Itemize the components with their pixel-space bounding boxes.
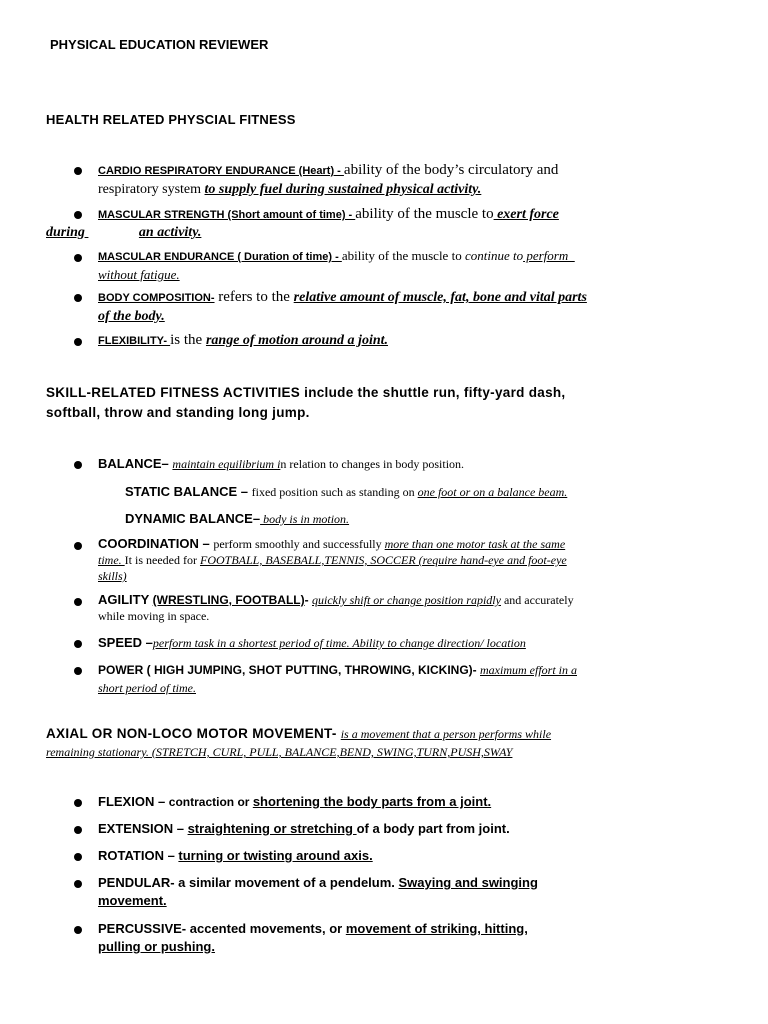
balance-item [98, 455, 738, 473]
pendular-item [98, 874, 738, 910]
bullet-icon [74, 542, 82, 550]
cardio-text-2: respiratory system [98, 182, 205, 197]
percussive-text: accented movements, or [189, 921, 346, 936]
strength-emphasis-2a: during [46, 225, 85, 240]
body-composition-emphasis-2: of the body. [98, 309, 165, 324]
bullet-icon [74, 926, 82, 934]
endurance-italic: continue to [464, 248, 524, 263]
axial-emphasis-2: remaining stationary. (STRETCH, CURL, PULL, BALANCE,BEND, SWING,TURN,PUSH,SWAY [46, 745, 513, 759]
agility-term: AGILITY [98, 592, 153, 607]
cardio-text: ability of the body’s circulatory and [343, 162, 559, 178]
page-title: PHYSICAL EDUCATION REVIEWER [50, 37, 269, 52]
agility-emphasis: quickly shift or change position rapidly [311, 593, 501, 607]
axial-emphasis: is a movement that a person performs while [340, 727, 552, 741]
endurance-emphasis-2: without fatigue. [98, 267, 180, 282]
flexibility-emphasis: range of motion around a joint. [205, 333, 389, 348]
flexion-term: FLEXION – [98, 794, 169, 809]
bullet-icon [74, 461, 82, 469]
rotation-underlined: turning or twisting around axis. [178, 848, 373, 863]
flexion-item [98, 793, 738, 811]
body-composition-item [98, 288, 738, 326]
pendular-underlined-2: movement. [98, 893, 167, 908]
bullet-icon [74, 799, 82, 807]
skill-heading-line1: SKILL-RELATED FITNESS ACTIVITIES include the shuttle run, fifty-yard dash, [46, 385, 566, 400]
agility-text: and accurately [500, 593, 574, 607]
rotation-term: ROTATION – [98, 848, 179, 863]
body-composition-term: BODY COMPOSITION- [98, 292, 215, 304]
pendular-term: PENDULAR- [98, 875, 179, 890]
bullet-icon [74, 294, 82, 302]
extension-underlined: straightening or stretching [187, 821, 357, 836]
balance-emphasis: maintain equilibrium i [172, 457, 281, 471]
coordination-text: perform smoothly and successfully [213, 537, 385, 551]
endurance-emphasis: perform [523, 248, 572, 263]
percussive-underlined: movement of striking, hitting, [345, 921, 528, 936]
strength-text: ability of the muscle to [355, 206, 494, 222]
rotation-item [98, 847, 738, 865]
percussive-term: PERCUSSIVE- [98, 921, 190, 936]
axial-block [46, 725, 746, 761]
cardio-term: CARDIO RESPIRATORY ENDURANCE (Heart) - [98, 165, 344, 177]
power-emphasis-2: short period of time. [98, 681, 196, 695]
bullet-icon [74, 853, 82, 861]
pendular-underlined: Swaying and swinging [398, 875, 538, 890]
flexibility-item [98, 331, 738, 350]
cardio-emphasis: to supply fuel during sustained physical activity. [204, 182, 482, 197]
coordination-emphasis: more than one motor task at the same [384, 537, 566, 551]
endurance-item [98, 247, 738, 284]
bullet-icon [74, 167, 82, 175]
speed-item [98, 634, 738, 652]
bullet-icon [74, 338, 82, 346]
bullet-icon [74, 640, 82, 648]
speed-term: SPEED – [98, 635, 153, 650]
static-balance-text: fixed position such as standing on [251, 485, 418, 499]
cardio-item [98, 161, 738, 199]
axial-heading: AXIAL OR NON-LOCO MOTOR MOVEMENT- [46, 726, 341, 741]
bullet-icon [74, 667, 82, 675]
strength-item-line2 [46, 223, 686, 242]
coordination-item [98, 536, 738, 584]
coordination-emphasis-2: time. [98, 553, 125, 567]
body-composition-text: refers to the [214, 289, 294, 305]
dynamic-balance-emphasis: body is in motion. [260, 512, 350, 526]
agility-text-2: while moving in space. [98, 609, 210, 623]
coordination-sports-2: skills) [98, 569, 127, 583]
dynamic-balance-item [125, 510, 765, 528]
static-balance-term: STATIC BALANCE – [125, 484, 252, 499]
bullet-icon [74, 598, 82, 606]
strength-term: MASCULAR STRENGTH (Short amount of time) - [98, 209, 356, 221]
coordination-text-2: It is needed for [124, 553, 200, 567]
skill-heading-line2: softball, throw and standing long jump. [46, 405, 310, 420]
flexibility-term: FLEXIBILITY- [98, 335, 171, 347]
extension-term: EXTENSION – [98, 821, 188, 836]
bullet-icon [74, 880, 82, 888]
endurance-term: MASCULAR ENDURANCE ( Duration of time) - [98, 251, 342, 263]
strength-item [98, 205, 738, 224]
static-balance-item [125, 483, 765, 501]
flexion-underlined: shortening the body parts from a joint. [252, 794, 492, 809]
endurance-text: ability of the muscle to [341, 248, 465, 263]
percussive-item [98, 920, 738, 956]
static-balance-emphasis: one foot or on a balance beam. [417, 485, 568, 499]
speed-emphasis: perform task in a shortest period of time. Ability to change direction/ location [152, 636, 526, 650]
power-emphasis: maximum effort in a [480, 663, 577, 677]
power-item [98, 661, 738, 697]
agility-sports: (WRESTLING, FOOTBALL) [152, 593, 305, 607]
agility-dash: - [304, 593, 312, 607]
extension-item [98, 820, 738, 838]
dynamic-balance-term: DYNAMIC BALANCE– [125, 511, 261, 526]
coordination-term: COORDINATION – [98, 536, 214, 551]
power-term: POWER ( HIGH JUMPING, SHOT PUTTING, THROWING, KICKING)- [98, 663, 480, 677]
body-composition-emphasis: relative amount of muscle, fat, bone and vital parts [293, 290, 587, 305]
flexibility-text: is the [170, 332, 206, 348]
pendular-text: a similar movement of a pendelum. [178, 875, 399, 890]
flexion-text: contraction or [168, 795, 253, 809]
agility-item [98, 592, 738, 624]
health-heading: HEALTH RELATED PHYSCIAL FITNESS [46, 112, 296, 127]
extension-text: of a body part from joint. [356, 821, 510, 836]
skill-heading [46, 383, 768, 423]
coordination-sports: FOOTBALL, BASEBALL,TENNIS, SOCCER (require hand-eye and foot-eye [199, 553, 567, 567]
bullet-icon [74, 211, 82, 219]
balance-text: n relation to changes in body position. [280, 457, 465, 471]
balance-term: BALANCE– [98, 456, 173, 471]
bullet-icon [74, 826, 82, 834]
bullet-icon [74, 254, 82, 262]
strength-emphasis: exert force [493, 207, 559, 222]
percussive-underlined-2: pulling or pushing. [98, 939, 215, 954]
strength-emphasis-2b: an activity. [138, 225, 202, 240]
